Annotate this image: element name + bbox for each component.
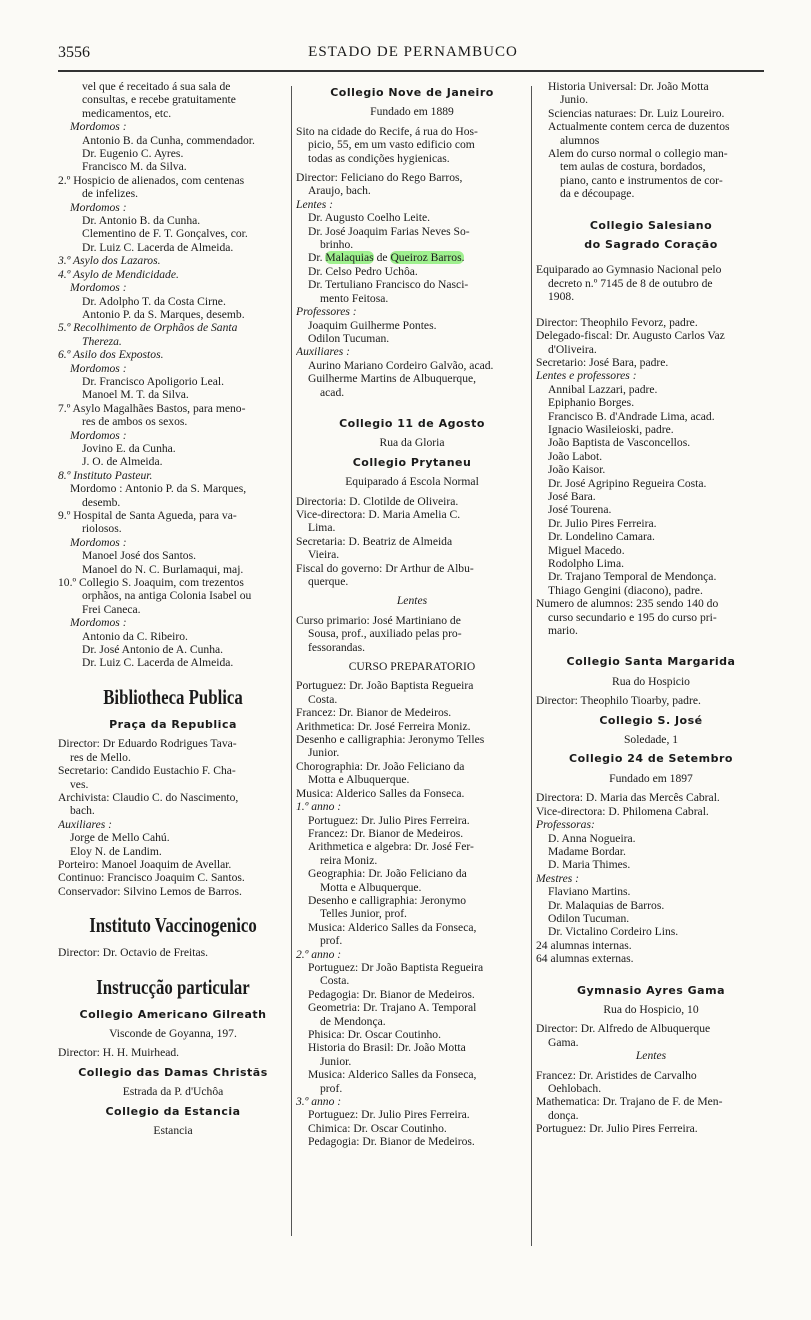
text-line: medicamentos, etc. [82, 106, 172, 120]
centered-line: Fundado em 1889 [370, 105, 454, 119]
text-line: Musica: Alderico Salles da Fonseca. [296, 786, 465, 800]
major-heading: Instituto Vaccinogenico [89, 913, 257, 938]
text-line: Dr. José Antonio de A. Cunha. [82, 643, 224, 657]
text-line: 2.º Hospicio de alienados, com centenas [58, 173, 245, 187]
text-line: Dr. Antonio B. da Cunha. [82, 214, 201, 228]
text-line: Professores : [296, 305, 357, 319]
text-line: Secretaria: D. Beatriz de Almeida [296, 534, 453, 548]
text-line: Francez: Dr. Aristides de Carvalho [536, 1068, 697, 1082]
text-line: Vieira. [308, 548, 340, 562]
text-line: Delegado-fiscal: Dr. Augusto Carlos Vaz [536, 329, 725, 343]
text-line: Epiphanio Borges. [548, 396, 635, 410]
centered-line: Lentes [635, 1049, 667, 1063]
centered-line: Visconde de Goyanna, 197. [109, 1026, 237, 1040]
text-line: Gama. [548, 1035, 579, 1049]
text-line: Mordomos : [70, 120, 127, 134]
text-line: Thereza. [82, 334, 122, 348]
highlighted-text: Queiroz Barros. [390, 251, 465, 265]
section-heading: Collegio da Estancia [105, 1104, 241, 1118]
text-line: Rodolpho Lima. [548, 557, 624, 570]
text-line: de Mendonça. [320, 1014, 386, 1028]
major-heading: Instrucção particular [96, 974, 250, 999]
column-left [58, 80, 288, 1137]
section-heading: Praça da Republica [109, 717, 237, 731]
text-line: Dr. Julio Pires Ferreira. [548, 516, 657, 530]
text-fragment: de [373, 251, 391, 265]
text-line: Director: Theophilo Tioarby, padre. [536, 694, 701, 708]
text-line: prof. [320, 1081, 343, 1095]
text-line: Director: Dr Eduardo Rodrigues Tava- [58, 737, 237, 751]
text-line: Director: Dr. Alfredo de Albuquerque [536, 1022, 711, 1036]
text-line: piano, canto e instrumentos de cor- [560, 173, 723, 187]
text-line: Francisco B. d'Andrade Lima, acad. [548, 409, 715, 423]
text-line: Costa. [320, 974, 350, 988]
text-line: 2.º anno : [296, 947, 342, 961]
text-line: Portuguez: Dr João Baptista Regueira [308, 960, 484, 974]
text-line: Manoel M. T. da Silva. [82, 388, 189, 402]
text-line: 1908. [548, 290, 575, 304]
text-line: reira Moniz. [320, 853, 378, 867]
centered-line: Lentes [396, 594, 428, 608]
text-line: 24 alumnas internas. [536, 938, 632, 952]
text-line: Pedagogia: Dr. Bianor de Medeiros. [308, 1135, 475, 1149]
section-heading: Collegio Prytaneu [352, 455, 472, 469]
column-middle [296, 80, 528, 1149]
column-divider-left [291, 86, 292, 1236]
header-rule [58, 70, 764, 72]
text-line: querque. [308, 575, 349, 588]
text-line: Odilon Tucuman. [308, 331, 390, 345]
text-line: Mathematica: Dr. Trajano de F. de Men- [536, 1095, 723, 1109]
text-line: Dr. José Agripino Regueira Costa. [548, 476, 707, 490]
text-line: Miguel Macedo. [548, 543, 625, 557]
text-line: Jorge de Mello Cahú. [70, 831, 170, 845]
text-line: alumnos [560, 133, 600, 147]
text-line: Dr. Francisco Apoligorio Leal. [82, 374, 224, 388]
text-line: Francez: Dr. Bianor de Medeiros. [296, 706, 452, 720]
text-line: Mordomos : [70, 361, 127, 375]
text-line: Secretario: Candido Eustachio F. Cha- [58, 764, 236, 778]
text-line: Portuguez: Dr. Julio Pires Ferreira. [536, 1122, 698, 1136]
page-header [58, 44, 768, 68]
text-line: Sito na cidade do Recife, á rua do Hos- [296, 124, 478, 138]
text-line: orphãos, na antiga Colonia Isabel ou [82, 589, 252, 603]
text-line: Pedagogia: Dr. Bianor de Medeiros. [308, 987, 475, 1001]
text-line: Dr. José Joaquim Farias Neves So- [308, 224, 470, 238]
text-line: Oehlobach. [548, 1082, 602, 1095]
highlighted-text: Malaquias [325, 251, 374, 265]
text-line: Ignacio Wasileioski, padre. [548, 422, 674, 436]
text-line: Dr. Trajano Temporal de Mendonça. [548, 570, 717, 584]
text-line: todas as condições hygienicas. [308, 151, 450, 165]
text-line: mario. [548, 624, 578, 638]
major-heading: Bibliotheca Publica [103, 684, 243, 709]
centered-line: Rua do Hospicio [612, 674, 690, 688]
text-line: tem aulas de costura, bordados, [560, 160, 706, 174]
text-line: Dr. Victalino Cordeiro Lins. [548, 925, 679, 939]
text-line: Dr. Adolpho T. da Costa Cirne. [82, 294, 226, 308]
text-line: Manoel do N. C. Burlamaqui, maj. [82, 562, 244, 576]
text-line: Aurino Mariano Cordeiro Galvão, acad. [308, 358, 494, 372]
column-divider-right [531, 86, 532, 1246]
text-line: 7.º Asylo Magalhães Bastos, para meno- [58, 401, 246, 415]
text-line: Dr. Malaquias de Barros. [548, 898, 665, 912]
text-line: 8.º Instituto Pasteur. [58, 468, 153, 482]
spacer [536, 304, 766, 316]
text-line: Geometria: Dr. Trajano A. Temporal [308, 1001, 477, 1015]
text-line: Dr. Eugenio C. Ayres. [82, 147, 184, 161]
section-heading: Collegio Americano Gilreath [79, 1007, 267, 1021]
text-line: Lima. [308, 521, 336, 535]
text-line: Phisica: Dr. Oscar Coutinho. [308, 1028, 441, 1041]
text-line: Antonio P. da S. Marques, desemb. [82, 307, 245, 321]
text-line: prof. [320, 934, 343, 948]
text-line: Directoria: D. Clotilde de Oliveira. [296, 494, 459, 508]
section-heading: Collegio 24 de Setembro [569, 752, 733, 766]
text-line: consultas, e recebe gratuitamente [82, 93, 236, 107]
text-line: Arithmetica: Dr. José Ferreira Moniz. [296, 719, 471, 733]
section-heading: Collegio das Damas Christãs [78, 1065, 268, 1079]
text-line: Francez: Dr. Bianor de Medeiros. [308, 826, 464, 840]
text-line: 1.º anno : [296, 800, 342, 814]
section-heading: Collegio 11 de Agosto [339, 416, 485, 430]
text-line: Actualmente contem cerca de duzentos [548, 120, 730, 134]
centered-line: Estancia [153, 1124, 193, 1137]
text-line: Motta e Albuquerque. [308, 773, 410, 787]
text-line: Mordomos : [70, 535, 127, 549]
text-line: Sciencias naturaes: Dr. Luiz Loureiro. [548, 106, 725, 120]
text-line: Numero de alumnos: 235 sendo 140 do [536, 597, 719, 611]
text-line: Chimica: Dr. Oscar Coutinho. [308, 1121, 447, 1135]
section-heading: Collegio Nove de Janeiro [330, 86, 494, 99]
text-line: Lentes e professores : [536, 369, 637, 383]
text-line: Dr. Luiz C. Lacerda de Almeida. [82, 656, 234, 670]
section-heading: Gymnasio Ayres Gama [576, 983, 725, 997]
text-line: Desenho e calligraphia: Jeronymo [308, 893, 467, 907]
text-line: fessorandas. [308, 640, 365, 654]
text-line: 64 alumnas externas. [536, 952, 634, 966]
text-line: 6.º Asilo dos Expostos. [58, 348, 164, 362]
text-line: Director: Theophilo Fevorz, padre. [536, 315, 698, 329]
text-line: Equiparado ao Gymnasio Nacional pelo [536, 263, 722, 277]
text-line: Auxiliares : [58, 817, 112, 831]
text-line: bach. [70, 804, 95, 818]
text-line: 10.º Collegio S. Joaquim, com trezentos [58, 576, 244, 590]
text-line: Motta e Albuquerque. [320, 880, 422, 894]
text-line: Alem do curso normal o collegio man- [548, 147, 728, 161]
text-line: Manoel José dos Santos. [82, 549, 197, 563]
text-line: desemb. [82, 495, 121, 509]
text-line: Conservador: Silvino Lemos de Barros. [58, 884, 242, 898]
text-line: Portuguez: Dr. João Baptista Regueira [296, 679, 474, 693]
text-line: Junior. [308, 746, 340, 760]
text-line: 9.º Hospital de Santa Agueda, para va- [58, 509, 237, 522]
text-line: Arithmetica e algebra: Dr. José Fer- [308, 840, 474, 854]
text-line: res de Mello. [70, 750, 131, 764]
text-line: Mordomo : Antonio P. da S. Marques, [70, 482, 247, 496]
text-line: João Kaisor. [548, 463, 606, 477]
text-line: Dr. Tertuliano Francisco do Nasci- [308, 278, 469, 292]
centered-line: Fundado em 1897 [609, 771, 693, 785]
text-line: Fiscal do governo: Dr Arthur de Albu- [296, 561, 474, 575]
text-line: João Labot. [548, 449, 603, 463]
text-line: acad. [320, 385, 345, 399]
text-line: Lentes : [296, 197, 334, 211]
text-line: donça. [548, 1108, 579, 1122]
centered-line: Rua do Hospicio, 10 [603, 1002, 699, 1016]
centered-line: Equiparado á Escola Normal [345, 475, 479, 489]
text-line: Frei Caneca. [82, 602, 141, 616]
text-line: Mordomos : [70, 281, 127, 295]
text-line: Clementino de F. T. Gonçalves, cor. [82, 227, 248, 241]
centered-line: Estrada da P. d'Uchôa [122, 1085, 224, 1099]
text-line: Antonio da C. Ribeiro. [82, 629, 188, 643]
text-line: Annibal Lazzari, padre. [548, 382, 658, 396]
text-line: Francisco M. da Silva. [82, 160, 187, 174]
text-line: riolosos. [82, 522, 122, 536]
centered-line: Soledade, 1 [623, 733, 679, 747]
spacer [296, 399, 528, 411]
text-line: d'Oliveira. [548, 342, 597, 356]
text-line: Odilon Tucuman. [548, 911, 630, 925]
text-line: Archivista: Claudio C. do Nascimento, [58, 790, 239, 804]
text-line: res de ambos os sexos. [82, 415, 188, 429]
text-line: Dr. Celso Pedro Uchôa. [308, 264, 418, 278]
text-line: D. Anna Nogueira. [548, 831, 636, 845]
spacer [536, 966, 766, 978]
section-heading: do Sagrado Coração [584, 238, 718, 252]
text-line: Director: H. H. Muirhead. [58, 1046, 180, 1060]
text-line: Mestres : [536, 871, 580, 885]
text-line: Dr. Augusto Coelho Leite. [308, 211, 431, 225]
text-line: Araujo, bach. [308, 184, 371, 198]
text-line: da e découpage. [560, 187, 635, 201]
text-line: José Tourena. [548, 503, 612, 517]
text-line: Musica: Alderico Salles da Fonseca, [308, 920, 477, 934]
text-line: José Bara. [548, 489, 596, 503]
text-line: Director: Dr. Octavio de Freitas. [58, 946, 209, 960]
text-line: Geographia: Dr. João Feliciano da [308, 867, 467, 881]
text-line: brinho. [320, 238, 354, 252]
text-line: 3.º anno : [296, 1095, 342, 1109]
text-line: Vice-directora: D. Maria Amelia C. [296, 507, 461, 521]
text-line: Mordomos : [70, 616, 127, 630]
text-line: J. O. de Almeida. [82, 455, 163, 469]
text-line: 3.º Asylo dos Lazaros. [58, 254, 161, 268]
text-line: Directora: D. Maria das Mercês Cabral. [536, 791, 720, 805]
text-line: Sousa, prof., auxiliado pelas pro- [308, 627, 462, 641]
text-line: de infelizes. [82, 187, 139, 201]
text-line: ves. [70, 777, 89, 791]
text-line: Antonio B. da Cunha, commendador. [82, 133, 255, 147]
centered-line: CURSO PREPARATORIO [348, 660, 476, 674]
text-line: Eloy N. de Landim. [70, 844, 162, 858]
text-line: Dr. Londelino Camara. [548, 530, 655, 544]
text-line [296, 251, 528, 264]
text-line: Desenho e calligraphia: Jeronymo Telles [296, 733, 485, 747]
text-line: Portuguez: Dr. Julio Pires Ferreira. [308, 813, 470, 827]
text-line: Secretario: José Bara, padre. [536, 355, 669, 369]
text-line: Continuo: Francisco Joaquim C. Santos. [58, 871, 245, 885]
section-heading: Collegio S. José [599, 713, 703, 727]
text-line: Historia do Brasil: Dr. João Motta [308, 1041, 466, 1055]
text-line: Flaviano Martins. [548, 885, 631, 899]
spacer [536, 201, 766, 213]
text-line: Auxiliares : [296, 345, 350, 359]
text-line: Thiago Gengini (diacono), padre. [548, 583, 703, 597]
text-line: vel que é receitado á sua sala de [82, 80, 231, 93]
text-line: Musica: Alderico Salles da Fonseca, [308, 1068, 477, 1082]
text-line: Director: Feliciano do Rego Barros, [296, 171, 463, 185]
text-line: Porteiro: Manoel Joaquim de Avellar. [58, 857, 232, 871]
text-line: curso secundario e 195 do curso pri- [548, 610, 717, 624]
text-line: mento Feitosa. [320, 291, 389, 305]
text-line: Vice-directora: D. Philomena Cabral. [536, 804, 709, 818]
spacer [536, 637, 766, 649]
text-line: 4.º Asylo de Mendicidade. [58, 267, 179, 281]
column-right [536, 80, 766, 1136]
page-title: ESTADO DE PERNAMBUCO [308, 44, 518, 60]
centered-line: Rua da Gloria [379, 436, 445, 450]
text-line: Mordomos : [70, 428, 127, 442]
section-heading: Collegio Santa Margarida [566, 655, 736, 669]
text-line: Guilherme Martins de Albuquerque, [308, 372, 477, 386]
text-fragment: Dr. [308, 251, 326, 265]
page-number: 3556 [58, 44, 90, 61]
text-line: Costa. [308, 692, 338, 706]
text-line: Historia Universal: Dr. João Motta [548, 80, 709, 93]
text-line: Chorographia: Dr. João Feliciano da [296, 759, 465, 773]
text-line: decreto n.º 7145 de 8 de outubro de [548, 276, 713, 290]
text-line: D. Maria Thimes. [548, 858, 631, 872]
text-line: 5.º Recolhimento de Orphãos de Santa [58, 321, 238, 335]
section-heading: Collegio Salesiano [589, 218, 713, 232]
text-line: Joaquim Guilherme Pontes. [308, 318, 437, 332]
spacer [536, 251, 766, 263]
text-line: picio, 55, em um vasto edificio com [308, 138, 475, 152]
text-line: Portuguez: Dr. Julio Pires Ferreira. [308, 1108, 470, 1122]
text-line: Junio. [560, 93, 589, 107]
text-line: João Baptista de Vasconcellos. [548, 436, 691, 450]
text-line: Telles Junior, prof. [320, 907, 407, 921]
text-line: Madame Bordar. [548, 844, 626, 858]
text-line: Dr. Luiz C. Lacerda de Almeida. [82, 240, 234, 254]
text-line: Curso primario: José Martiniano de [296, 613, 461, 627]
text-line: Mordomos : [70, 200, 127, 214]
text-line: Junior. [320, 1054, 352, 1068]
text-line: Jovino E. da Cunha. [82, 441, 176, 455]
text-line: Professoras: [536, 818, 595, 832]
